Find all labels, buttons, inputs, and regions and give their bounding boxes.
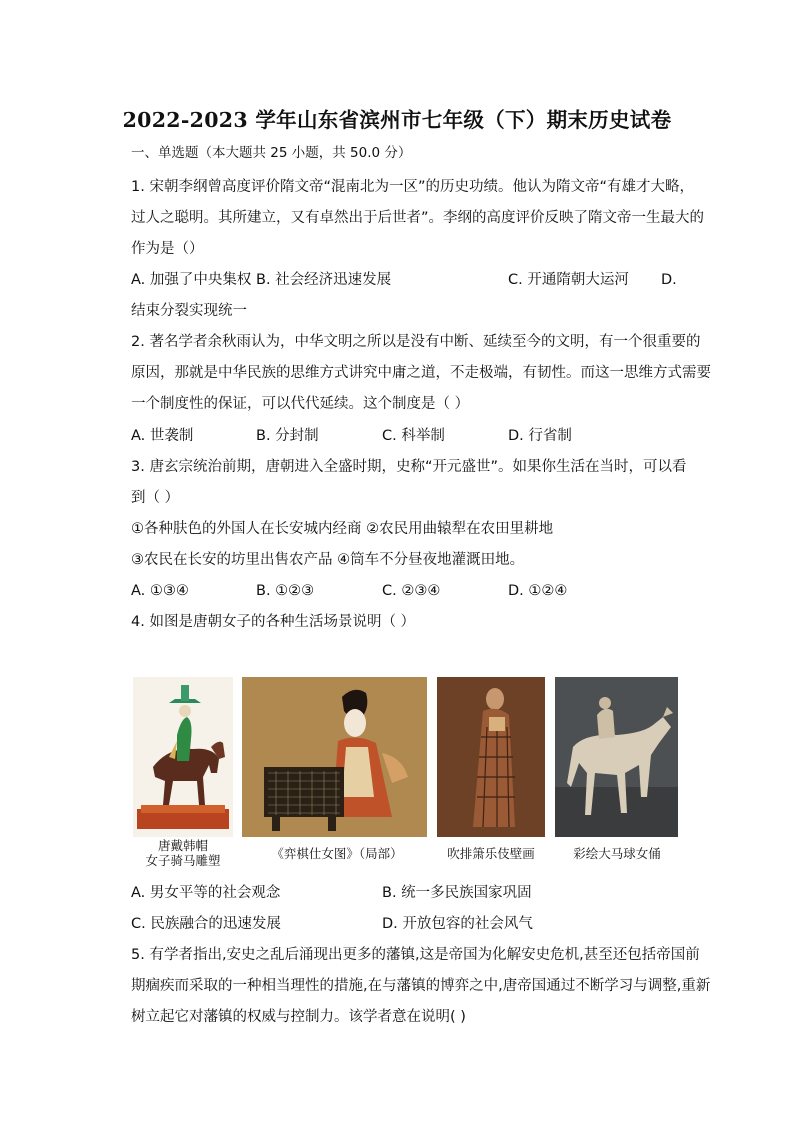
q2-line-3: 一个制度性的保证，可以代代延续。这个制度是（ ） <box>131 396 470 412</box>
q2-option-d: D. 行省制 <box>508 428 572 444</box>
q2-line-1: 2. 著名学者余秋雨认为，中华文明之所以是没有中断、延续至今的文明，有一个很重要的 <box>131 334 701 350</box>
q5-line-1: 5. 有学者指出,安史之乱后涌现出更多的藩镇,这是帝国为化解安史危机,甚至还包括帝国前 <box>131 947 700 963</box>
q1-option-c: C. 开通隋朝大运河 <box>508 272 629 288</box>
q4-line-1: 4. 如图是唐朝女子的各种生活场景说明（ ） <box>131 614 416 630</box>
caption-3: 吹排箫乐伎壁画 <box>447 846 535 861</box>
q3-line-2: 到（ ） <box>131 490 180 506</box>
q1-option-d-text: 结束分裂实现统一 <box>131 303 247 319</box>
q1-option-b: B. 社会经济迅速发展 <box>256 272 392 288</box>
q1-line-3: 作为是（） <box>131 241 204 257</box>
q1-line-1: 1. 宋朝李纲曾高度评价隋文帝“混南北为一区”的历史功绩。他认为隋文帝“有雄才大略， <box>131 179 694 195</box>
panpipe-musician-mural-image <box>437 677 545 837</box>
section-heading: 一、单选题（本大题共 25 小题，共 50.0 分） <box>131 145 412 161</box>
polo-woman-figurine-image <box>555 677 678 837</box>
q3-option-d: D. ①②④ <box>508 583 568 599</box>
q3-line-1: 3. 唐玄宗统治前期，唐朝进入全盛时期，史称“开元盛世”。如果你生活在当时，可以看 <box>131 459 687 475</box>
q1-option-d: D. <box>661 272 677 288</box>
exam-title: 2022-2023 学年山东省滨州市七年级（下）期末历史试卷 <box>122 108 672 132</box>
caption-4: 彩绘大马球女俑 <box>573 846 661 861</box>
q3-statement-1-2: ①各种肤色的外国人在长安城内经商 ②农民用曲辕犁在农田里耕地 <box>131 521 554 537</box>
q4-option-c: C. 民族融合的迅速发展 <box>131 916 281 932</box>
q3-option-b: B. ①②③ <box>256 583 315 599</box>
tang-female-horse-rider-figurine-image <box>133 677 233 837</box>
q2-option-c: C. 科举制 <box>382 428 445 444</box>
q3-statement-3-4: ③农民在长安的坊里出售农产品 ④筒车不分昼夜地灌溉田地。 <box>131 552 525 568</box>
q2-line-2: 原因，那就是中华民族的思维方式讲究中庸之道，不走极端，有韧性。而这一思维方式需要 <box>131 365 711 381</box>
q1-line-2: 过人之聪明。其所建立，又有卓然出于后世者”。李纲的高度评价反映了隋文帝一生最大的 <box>131 210 705 226</box>
q5-line-3: 树立起它对藩镇的权威与控制力。该学者意在说明( ) <box>131 1009 466 1025</box>
q4-option-d: D. 开放包容的社会风气 <box>382 916 533 932</box>
q5-line-2: 期痼疾而采取的一种相当理性的措施,在与藩镇的博弈之中,唐帝国通过不断学习与调整,重新 <box>131 978 711 994</box>
caption-1-line-2: 女子骑马雕塑 <box>145 853 221 868</box>
q3-option-c: C. ②③④ <box>382 583 441 599</box>
caption-1-line-1: 唐戴韩帽 <box>157 838 208 853</box>
q4-option-a: A. 男女平等的社会观念 <box>131 885 281 901</box>
q3-option-a: A. ①③④ <box>131 583 189 599</box>
q2-option-b: B. 分封制 <box>256 428 319 444</box>
q1-option-a: A. 加强了中央集权 <box>131 272 252 288</box>
weiqi-lady-painting-image <box>242 677 427 837</box>
q2-option-a: A. 世袭制 <box>131 428 194 444</box>
caption-2: 《弈棋仕女图》（局部） <box>271 846 403 861</box>
q4-option-b: B. 统一多民族国家巩固 <box>382 885 532 901</box>
